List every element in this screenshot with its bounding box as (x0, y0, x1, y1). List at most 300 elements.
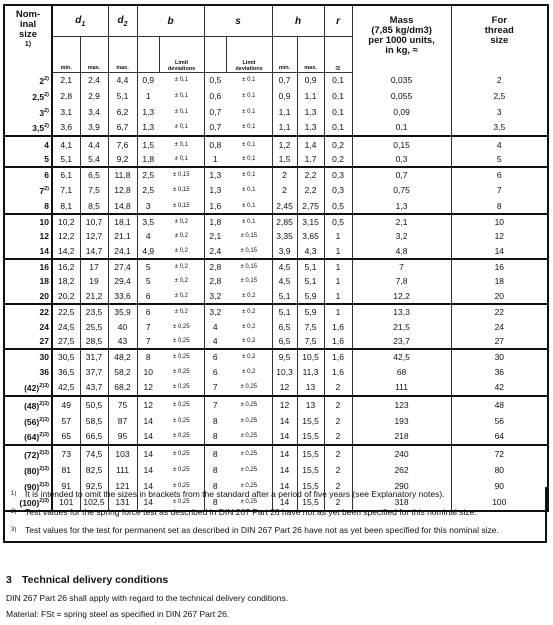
nominal-size-cell (4, 182, 52, 198)
thread-cell: 42 (451, 379, 548, 396)
footnote-ref: 2)3) (39, 481, 49, 488)
nominal-size-value: 16 (39, 262, 49, 273)
bdev-cell: ± 0,1 (174, 124, 188, 131)
r-cell: 0,5 (324, 214, 352, 229)
d1max-cell: 82,5 (80, 462, 108, 478)
d1min-cell: 3,6 (60, 122, 73, 133)
mass-cell: 12,2 (352, 289, 451, 304)
thread-cell: 90 (451, 478, 548, 494)
table-row (4, 413, 548, 429)
sdev-cell: ± 0,1 (242, 108, 256, 115)
s-cell: 1 (204, 152, 226, 167)
nominal-header-line: size (19, 29, 37, 40)
mass-cell: 290 (352, 478, 451, 494)
s-cell: 8 (204, 413, 226, 429)
nominal-size-value: 12 (39, 231, 49, 242)
bdev-cell: ± 0,15 (172, 202, 190, 209)
table-row (4, 379, 548, 396)
d2max-cell: 7,6 (108, 136, 137, 151)
hmax-cell: 15,5 (297, 445, 324, 462)
bdev-cell: ± 0,1 (174, 155, 188, 162)
mass-cell: 68 (352, 365, 451, 379)
r-header: r (324, 5, 352, 37)
sdev-cell: ± 0,15 (240, 247, 258, 254)
hmax-cell: 0,9 (297, 72, 324, 88)
footnote-ref: 2)3) (39, 466, 49, 473)
mass-header-line: Mass (389, 15, 414, 26)
b-cell: 6 (137, 289, 159, 304)
mass-cell: 23,7 (352, 334, 451, 349)
nominal-size-value: 36 (39, 366, 49, 377)
table-row (4, 167, 548, 182)
r-cell: 0,1 (324, 72, 352, 88)
bdev-cell: ± 0,25 (159, 445, 204, 462)
nominal-size-cell (4, 243, 52, 258)
hmax-cell: 2,75 (297, 198, 324, 213)
sdev-cell: ± 0,1 (242, 124, 256, 131)
s-cell: 0,6 (204, 88, 226, 104)
mass-cell: 1,3 (352, 198, 451, 213)
s-cell: 6 (204, 365, 226, 379)
bdev-cell: ± 0,2 (174, 278, 188, 285)
s-cell: 0,7 (204, 119, 226, 136)
r-cell: 1 (324, 274, 352, 288)
thread-cell: 30 (451, 349, 548, 364)
footnotes (3, 487, 547, 543)
mass-cell: 4,8 (352, 243, 451, 258)
table-row (4, 136, 548, 151)
d1max-cell: 43,7 (80, 379, 108, 396)
r-cell: 2 (324, 379, 352, 396)
bdev-cell: ± 0,25 (159, 349, 204, 364)
hmin-cell: 14 (272, 445, 297, 462)
delivery-conditions-text: DIN 267 Part 26 shall apply with regard to the technical delivery conditions. (6, 593, 289, 603)
hmin-cell: 5,1 (272, 304, 297, 319)
d2max-cell: 35,9 (108, 304, 137, 319)
sdev-cell: ± 0,1 (226, 136, 272, 151)
hmin-cell: 6,5 (272, 334, 297, 349)
d2max-cell: 14,8 (108, 198, 137, 213)
hmin-cell: 2,85 (272, 214, 297, 229)
mass-cell: 0,3 (352, 152, 451, 167)
d1min-cell: 2,1 (60, 75, 73, 86)
s-cell: 0,5 (204, 72, 226, 88)
d2max-cell: 21,1 (108, 229, 137, 243)
r-cell: 2 (324, 462, 352, 478)
hmin-cell: 3,35 (272, 229, 297, 243)
hmin-cell: 1,5 (272, 152, 297, 167)
d1min-cell: 3,1 (60, 106, 73, 117)
hmax-cell: 2,2 (297, 167, 324, 182)
mass-cell: 3,2 (352, 229, 451, 243)
d1min-cell: 49 (52, 396, 80, 413)
d2max-cell: 9,2 (108, 152, 137, 167)
table-row (4, 259, 548, 274)
sdev-cell: ± 0,1 (226, 214, 272, 229)
sdev-cell: ± 0,25 (226, 494, 272, 511)
technical-delivery-section (6, 574, 546, 625)
mass-cell: 262 (352, 462, 451, 478)
d2-header (108, 5, 137, 37)
footnote-ref: 2)3) (39, 383, 49, 389)
sdev-cell: ± 0,25 (226, 396, 272, 413)
hmax-cell: 4,3 (297, 243, 324, 258)
thread-cell: 14 (451, 243, 548, 258)
thread-cell: 5 (451, 152, 548, 167)
d1max-cell: 7,5 (80, 182, 108, 198)
d1min-cell: 7,1 (60, 185, 73, 196)
bdev-cell: ± 0,2 (174, 247, 188, 254)
r-cell: 1 (324, 304, 352, 319)
mass-cell: 42,5 (352, 349, 451, 364)
r-cell: 0,3 (324, 167, 352, 182)
d2max-cell: 131 (108, 494, 137, 511)
d1max-cell: 2,9 (80, 88, 108, 104)
mass-header-line: per 1000 units, (368, 35, 435, 46)
b-cell: 7 (137, 334, 159, 349)
nominal-size-cell (4, 396, 52, 413)
d2max-cell: 95 (108, 428, 137, 445)
table-row (4, 445, 548, 462)
hmin-cell: 2,45 (272, 198, 297, 213)
d1min-cell: 81 (61, 465, 71, 476)
nominal-header-line: inal (19, 19, 37, 30)
table-row (4, 289, 548, 304)
nominal-size-value: 14 (39, 245, 49, 256)
table-row (4, 304, 548, 319)
dimensions-table-body (4, 72, 548, 511)
s-cell: 1,3 (204, 167, 226, 182)
s-cell: 2,8 (204, 259, 226, 274)
s-cell: 4 (204, 334, 226, 349)
d1max-cell: 102,5 (80, 494, 108, 511)
table-row (4, 396, 548, 413)
sdev-cell: ± 0,2 (226, 304, 272, 319)
hmin-cell: 14 (272, 494, 297, 511)
d1min-cell: 2,8 (60, 90, 73, 101)
nominal-size-value: (90) (24, 481, 40, 492)
thread-cell: 100 (451, 494, 548, 511)
b-cell: 12 (137, 396, 159, 413)
s-cell: 8 (204, 478, 226, 494)
d2-subscript: 2 (123, 20, 128, 28)
b-cell: 1,5 (137, 136, 159, 151)
nominal-size-cell (4, 167, 52, 182)
nominal-size-cell (4, 428, 52, 445)
mass-cell: 7,8 (352, 274, 451, 288)
nominal-size-value: 5 (44, 153, 49, 164)
bdev-cell: ± 0,1 (174, 92, 188, 99)
r-cell: 0,1 (324, 88, 352, 104)
nominal-size-cell (4, 104, 52, 120)
thread-cell: 80 (451, 462, 548, 478)
d2max-cell: 68,2 (108, 379, 137, 396)
nominal-size-cell (4, 379, 52, 396)
bdev-cell: ± 0,25 (172, 383, 190, 390)
thread-size-header (451, 5, 548, 72)
bdev-cell: ± 0,2 (174, 292, 188, 299)
nominal-size-cell (4, 152, 52, 167)
d1-header (52, 5, 108, 37)
thread-header-line: size (490, 35, 509, 46)
mass-cell: 7 (352, 259, 451, 274)
table-row (4, 182, 548, 198)
sdev-cell: ± 0,1 (242, 77, 256, 84)
nominal-header-line: Nom- (15, 9, 41, 20)
r-cell: 1 (324, 289, 352, 304)
nominal-size-value: 7 (39, 186, 45, 197)
b-cell: 0,9 (137, 72, 159, 88)
hmin-cell: 12 (272, 396, 297, 413)
hmin-cell: 14 (272, 462, 297, 478)
footnote-text: Test values for the spring force test as described in DIN 267 Part 26 have not as yet been specified for this nominal size. (25, 506, 477, 517)
nominal-size-value: 2 (39, 75, 45, 86)
d1min-cell: 22,5 (52, 304, 80, 319)
nominal-size-cell (4, 72, 52, 88)
hmax-cell: 1,3 (297, 104, 324, 120)
r-cell: 2 (324, 478, 352, 494)
hmax-cell: 15,5 (297, 494, 324, 511)
thread-cell: 4 (451, 136, 548, 151)
b-cell: 14 (137, 445, 159, 462)
d1min-cell: 5,1 (60, 153, 73, 164)
nominal-size-value: 27 (39, 336, 49, 347)
mass-cell: 111 (352, 379, 451, 396)
d1max-cell: 21,2 (80, 289, 108, 304)
hmin-cell: 9,5 (272, 349, 297, 364)
s-cell: 7 (204, 396, 226, 413)
bdev-cell: ± 0,25 (172, 338, 190, 345)
b-cell: 14 (137, 428, 159, 445)
d1max-cell: 23,5 (80, 304, 108, 319)
hmax-cell: 5,1 (297, 274, 324, 288)
nominal-size-value: 30 (39, 352, 49, 363)
mass-cell: 21,5 (352, 319, 451, 333)
d1max-cell: 74,5 (80, 445, 108, 462)
d2max-cell: 75 (108, 396, 137, 413)
sdev-cell: ± 0,15 (226, 259, 272, 274)
s-cell: 8 (204, 445, 226, 462)
nominal-size-value: (64) (24, 432, 40, 443)
thread-cell: 20 (451, 289, 548, 304)
d1min-cell: 73 (52, 445, 80, 462)
sdev-cell: ± 0,1 (242, 202, 256, 209)
footnote-mark: 3) (11, 526, 17, 533)
nominal-size-cell (4, 319, 52, 333)
hmax-cell: 13 (297, 379, 324, 396)
thread-cell: 12 (451, 229, 548, 243)
sdev-cell: ± 0,2 (226, 349, 272, 364)
d1max-cell: 3,9 (80, 119, 108, 136)
bdev-cell: ± 0,15 (159, 167, 204, 182)
d1max-cell: 5,4 (80, 152, 108, 167)
d1min-cell: 20,2 (57, 290, 75, 301)
d1max-cell: 37,7 (80, 365, 108, 379)
footnote-ref: 2) (44, 123, 49, 130)
sdev-cell: ± 0,15 (240, 233, 258, 240)
nominal-size-cell (4, 119, 52, 136)
s-header: s (204, 5, 272, 37)
footnote-ref: 2)3) (39, 497, 49, 504)
d1min-cell: 42,5 (57, 381, 75, 392)
mass-cell: 0,15 (352, 136, 451, 151)
footnote-ref: 2)3) (39, 400, 49, 407)
d1min-cell: 12,2 (57, 231, 75, 242)
hmax-cell: 7,5 (297, 334, 324, 349)
nominal-size-value: 8 (44, 200, 49, 211)
hmax-cell: 10,5 (297, 349, 324, 364)
d2max-cell: 12,8 (108, 182, 137, 198)
b-value-cell-header (137, 37, 159, 72)
d1max-cell: 28,5 (80, 334, 108, 349)
d1max-cell: 6,5 (80, 167, 108, 182)
thread-cell: 8 (451, 198, 548, 213)
thread-cell: 72 (451, 445, 548, 462)
d2max-cell: 58,2 (108, 365, 137, 379)
d1min-cell: 10,2 (52, 214, 80, 229)
nominal-size-cell (4, 274, 52, 288)
b-cell: 3 (137, 198, 159, 213)
hmax-cell: 15,5 (297, 462, 324, 478)
d2max-cell: 33,6 (108, 289, 137, 304)
mass-cell: 318 (352, 494, 451, 511)
mass-cell: 123 (352, 396, 451, 413)
nominal-size-cell (4, 462, 52, 478)
r-cell: 1,6 (324, 334, 352, 349)
table-row (4, 462, 548, 478)
table-row (4, 274, 548, 288)
b-cell: 14 (137, 413, 159, 429)
r-cell: 1,6 (324, 349, 352, 364)
table-row (4, 152, 548, 167)
table-row (4, 88, 548, 104)
sdev-cell: ± 0,2 (242, 368, 256, 375)
sdev-cell: ± 0,1 (226, 167, 272, 182)
b-cell: 1,3 (137, 104, 159, 120)
thread-cell: 64 (451, 428, 548, 445)
hmax-cell: 15,5 (297, 428, 324, 445)
thread-cell: 16 (451, 259, 548, 274)
nominal-size-cell (4, 289, 52, 304)
footnote-ref: 2) (44, 107, 49, 114)
s-cell: 8 (204, 462, 226, 478)
table-row (4, 428, 548, 445)
footnote-mark: 2) (11, 508, 17, 515)
d2max-cell: 87 (108, 413, 137, 429)
d2max-cell: 48,2 (108, 349, 137, 364)
d1max-cell: 3,4 (80, 104, 108, 120)
b-cell: 3,5 (137, 214, 159, 229)
nominal-size-cell (4, 136, 52, 151)
hmin-cell: 6,5 (272, 319, 297, 333)
b-limit-deviations-label (159, 37, 204, 72)
section-title: Technical delivery conditions (22, 574, 169, 586)
footnote-text: It is intended to omit the sizes in brackets from the standard after a period of five years (see Explanatory notes). (25, 489, 445, 499)
b-cell: 14 (137, 494, 159, 511)
bdev-cell: ± 0,1 (159, 136, 204, 151)
footnote-ref: 2) (44, 91, 49, 98)
hmin-cell: 14 (272, 478, 297, 494)
hmin-cell: 14 (272, 413, 297, 429)
h-header: h (272, 5, 324, 37)
r-cell: 0,5 (324, 198, 352, 213)
sdev-cell: ± 0,1 (242, 155, 256, 162)
hmax-cell: 11,3 (297, 365, 324, 379)
sdev-cell: ± 0,1 (242, 92, 256, 99)
hmin-cell: 0,7 (272, 72, 297, 88)
mass-cell: 0,09 (352, 104, 451, 120)
sdev-cell: ± 0,2 (242, 292, 256, 299)
hmin-cell: 12 (272, 379, 297, 396)
d1min-cell: 24,5 (57, 321, 75, 332)
d2max-cell: 43 (108, 334, 137, 349)
table-row (4, 365, 548, 379)
nominal-size-cell (4, 88, 52, 104)
thread-header-line: thread (484, 25, 514, 36)
r-cell: 0,2 (324, 136, 352, 151)
h-max-label: max. (297, 37, 324, 72)
sdev-cell: ± 0,25 (226, 445, 272, 462)
d1max-cell: 12,7 (80, 229, 108, 243)
mass-header (352, 5, 451, 72)
thread-cell: 24 (451, 319, 548, 333)
d1max-cell: 2,4 (80, 72, 108, 88)
r-cell: 2 (324, 494, 352, 511)
r-cell: 0,2 (324, 152, 352, 167)
d1min-cell: 36,5 (57, 366, 75, 377)
hmax-cell: 1,1 (297, 88, 324, 104)
bdev-cell: ± 0,15 (172, 187, 190, 194)
thread-cell: 2,5 (451, 88, 548, 104)
d1max-cell: 10,7 (80, 214, 108, 229)
thread-cell: 6 (451, 167, 548, 182)
s-cell: 1,3 (204, 182, 226, 198)
bdev-cell: ± 0,2 (159, 259, 204, 274)
hmin-cell: 5,1 (272, 289, 297, 304)
footnote (11, 507, 539, 520)
s-cell: 3,2 (204, 289, 226, 304)
nominal-size-cell (4, 229, 52, 243)
hmax-cell: 3,65 (297, 229, 324, 243)
section-number: 3 (6, 574, 12, 586)
nominal-size-cell (4, 259, 52, 274)
sdev-cell: ± 0,2 (242, 323, 256, 330)
nominal-size-cell (4, 304, 52, 319)
r-cell: 2 (324, 413, 352, 429)
nominal-size-cell (4, 334, 52, 349)
d1max-cell: 50,5 (80, 396, 108, 413)
table-row (4, 229, 548, 243)
d2max-cell: 27,4 (108, 259, 137, 274)
sdev-cell: ± 0,25 (240, 433, 258, 440)
hmax-cell: 5,9 (297, 289, 324, 304)
d2max-cell: 4,4 (108, 72, 137, 88)
deviations-line: deviations (167, 65, 196, 72)
s-cell: 0,8 (204, 136, 226, 151)
nominal-size-value: (100) (19, 497, 40, 508)
d1min-cell: 18,2 (57, 276, 75, 287)
footnote-ref: 2)3) (39, 450, 49, 457)
b-cell: 4 (137, 229, 159, 243)
sdev-cell: ± 0,25 (240, 383, 258, 390)
thread-cell: 2 (451, 72, 548, 88)
table-row (4, 214, 548, 229)
hmin-cell: 4,5 (272, 274, 297, 288)
d2max-cell: 40 (108, 319, 137, 333)
b-cell: 2,5 (137, 182, 159, 198)
d1min-cell: 8,1 (60, 200, 73, 211)
table-row (4, 334, 548, 349)
